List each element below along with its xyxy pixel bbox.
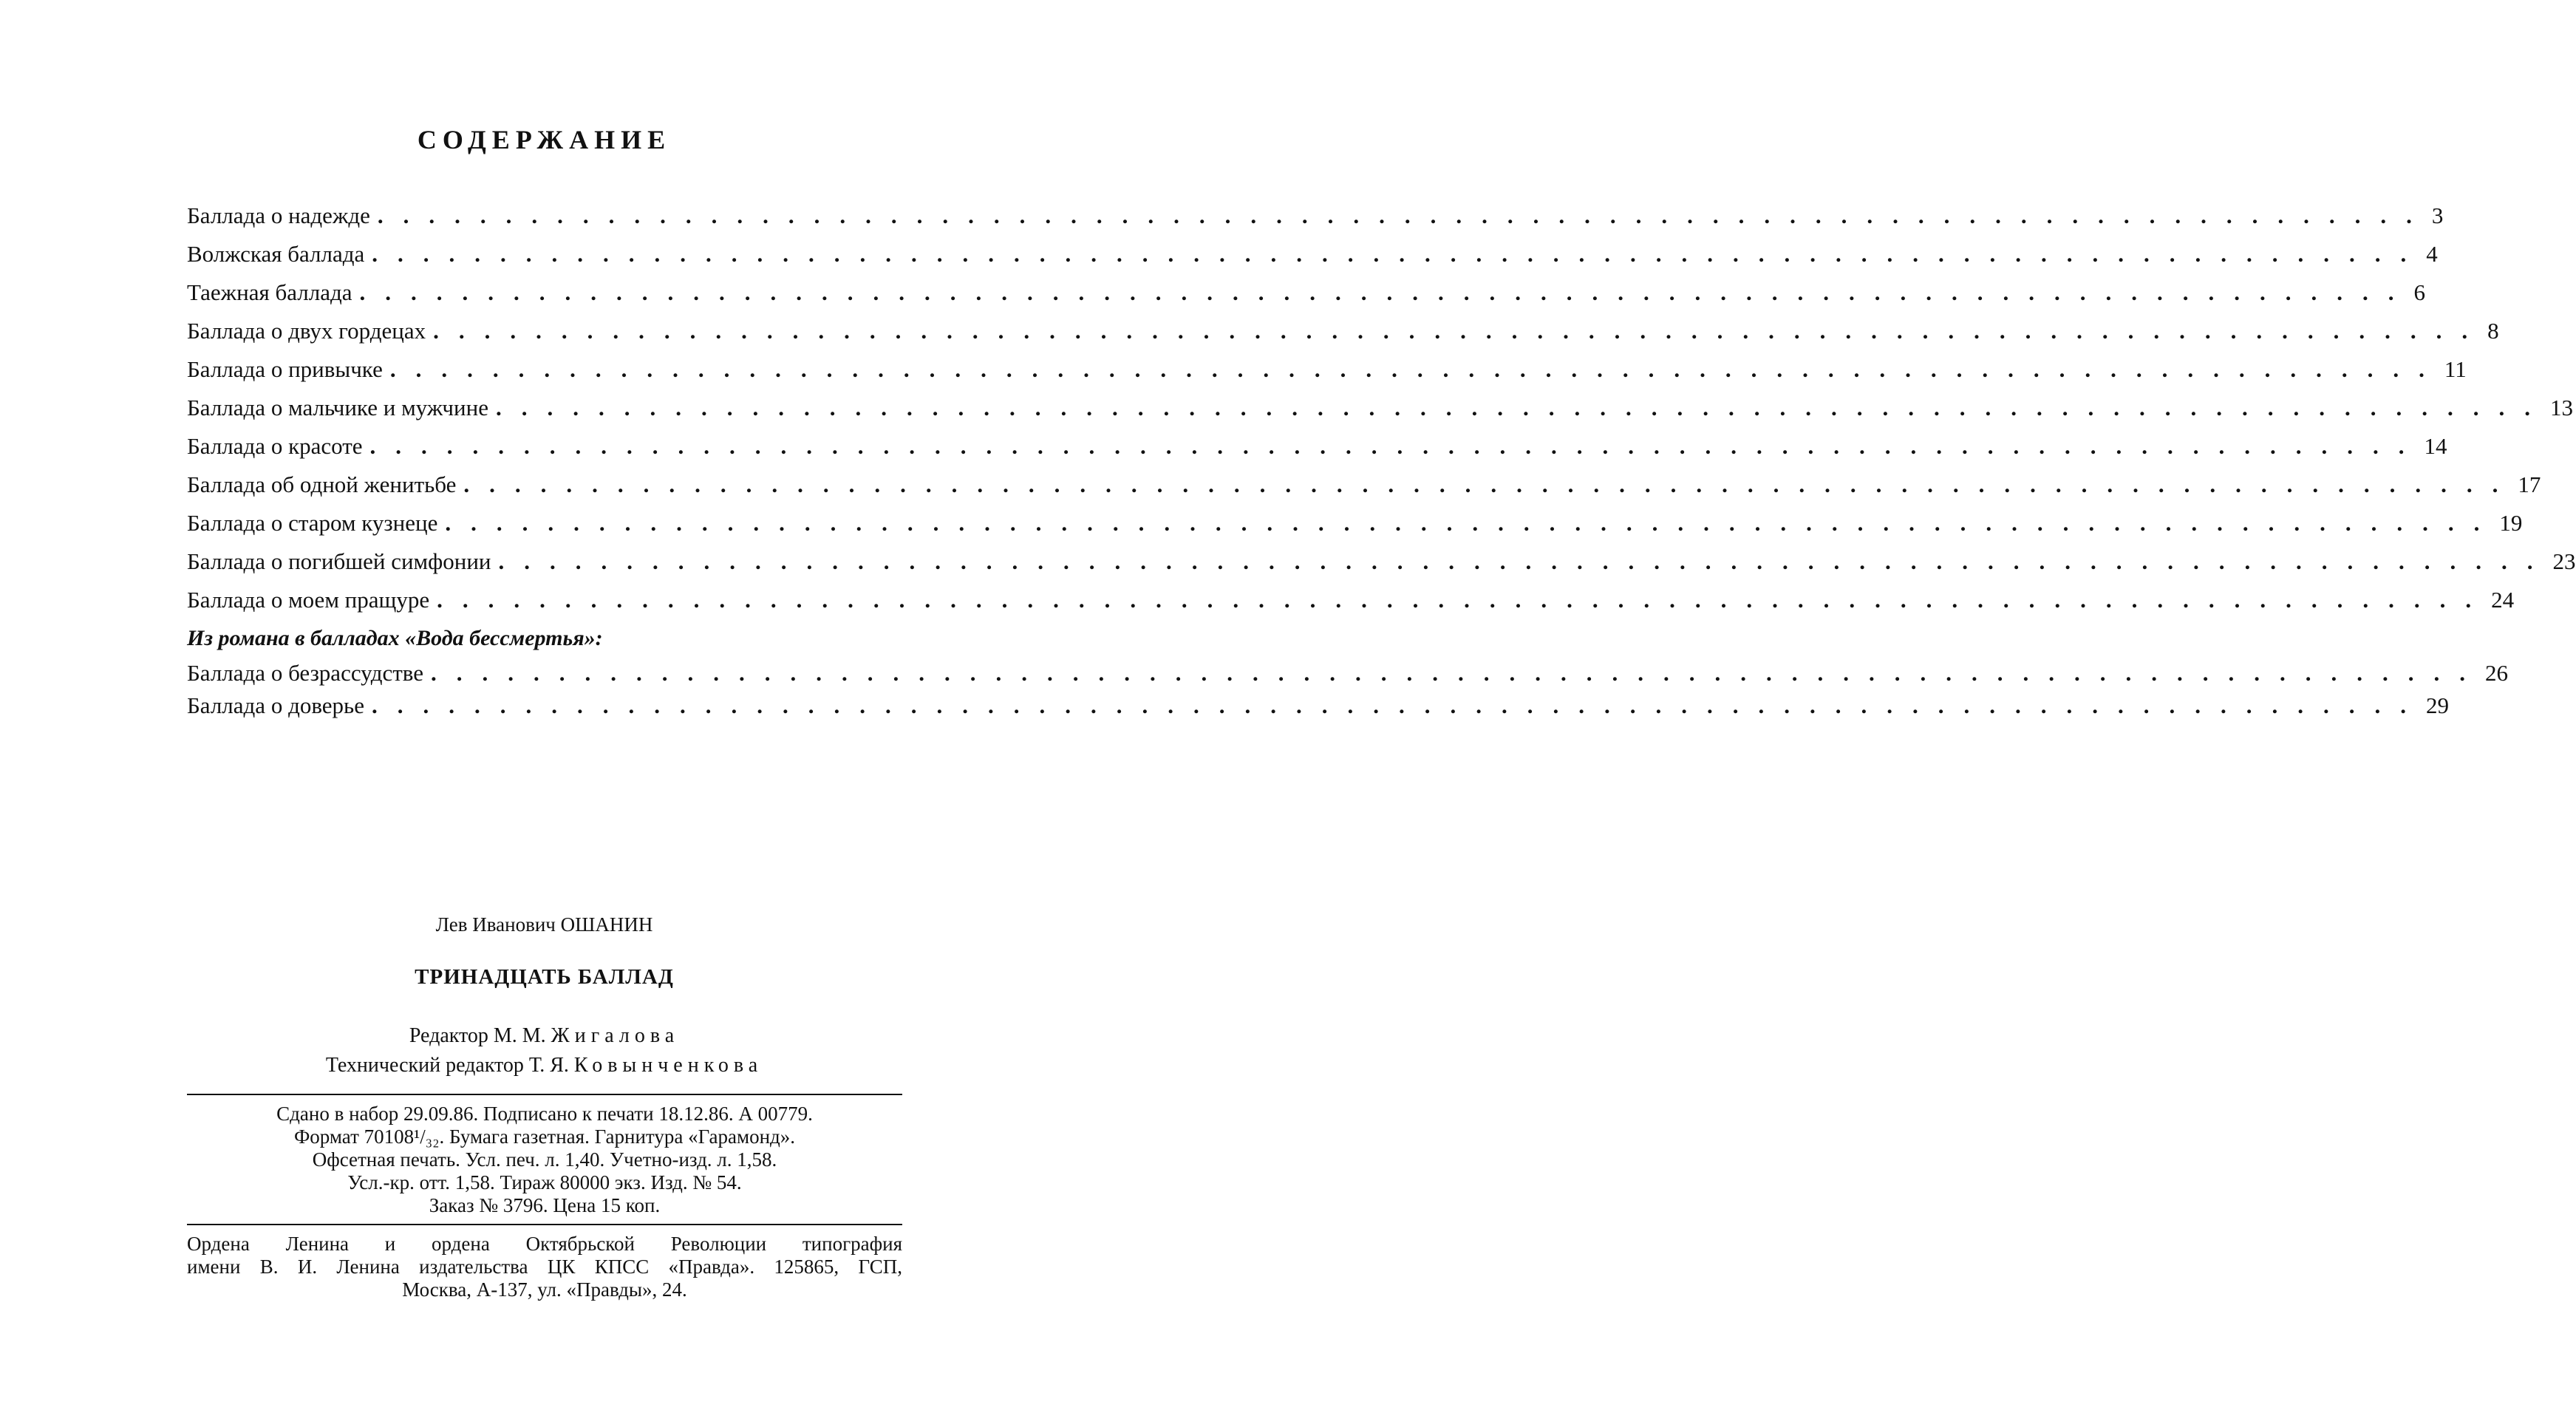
book-title: ТРИНАДЦАТЬ БАЛЛАД: [415, 965, 674, 989]
dot-leader: ................................................................................: [359, 279, 2414, 305]
dot-leader: ................................................................................: [437, 587, 2492, 613]
toc-entry-page: 13: [2549, 395, 2573, 420]
toc-entry: [187, 432, 2447, 461]
editor-credit: [0, 1024, 1088, 1048]
dot-leader: ................................................................................: [433, 318, 2488, 344]
dot-leader: ................................................................................: [498, 548, 2553, 574]
spec-line: Офсетная печать. Усл. печ. л. 1,40. Учетно-изд. л. 1,58.: [312, 1148, 777, 1171]
toc-entry-title: Баллада об одной женитьбе: [187, 471, 457, 497]
editor-name: Жигалова: [551, 1024, 680, 1047]
toc-entry-page: 29: [2425, 692, 2449, 718]
toc-entry: [187, 239, 2438, 269]
toc-entry-title: Баллада о безрассудстве: [187, 660, 424, 686]
dot-leader: ................................................................................: [389, 356, 2444, 382]
toc-section-heading: Из романа в балладах «Вода бессмертья»:: [187, 626, 603, 650]
toc-entry-page: 8: [2487, 318, 2499, 344]
toc-entry-title: Баллада о погибшей симфонии: [187, 548, 491, 574]
toc-entry-title: Баллада о красоте: [187, 433, 363, 459]
toc-entry: [187, 691, 2449, 721]
toc-entry-page: 23: [2552, 548, 2576, 574]
toc-entry-page: 26: [2485, 660, 2509, 686]
tech-editor-role: Технический редактор Т. Я.: [325, 1054, 569, 1077]
spec-line: Усл.-кр. отт. 1,58. Тираж 80000 экз. Изд. № 54.: [347, 1171, 742, 1193]
contents-heading: СОДЕРЖАНИЕ: [417, 125, 672, 154]
editor-role: Редактор М. М.: [409, 1024, 546, 1047]
printer-info: [187, 1233, 902, 1301]
toc-entry-page: 17: [2518, 471, 2541, 497]
toc-entry-page: 14: [2424, 433, 2447, 459]
toc-entry-title: Баллада о двух гордецах: [187, 318, 426, 344]
toc-entry-page: 19: [2499, 510, 2523, 536]
dot-leader: ................................................................................: [463, 471, 2518, 497]
author-name: Лев Иванович ОШАНИН: [435, 913, 653, 936]
toc-entry-title: Баллада о доверье: [187, 692, 364, 718]
dot-leader: ................................................................................: [371, 692, 2426, 718]
toc-entry-title: Баллада о старом кузнеце: [187, 510, 438, 536]
toc-entry-title: Баллада о мальчике и мужчине: [187, 395, 488, 420]
toc-entry: [187, 547, 2576, 576]
toc-entry-title: Баллада о привычке: [187, 356, 383, 382]
toc-entry-page: 4: [2426, 241, 2438, 267]
toc-entry-title: Баллада о моем пращуре: [187, 587, 430, 613]
toc-entry-page: 6: [2413, 279, 2425, 305]
toc-entry: [187, 201, 2444, 231]
toc-entry: [187, 316, 2499, 346]
toc-entry: [187, 278, 2425, 307]
dot-leader: ................................................................................: [369, 433, 2425, 459]
print-specifications: [187, 1103, 902, 1217]
toc-entry: [187, 470, 2541, 500]
tech-editor-name: Ковынченкова: [573, 1054, 763, 1077]
spec-line: Формат 70108¹/₃₂. Бумага газетная. Гарнитура «Гарамонд».: [293, 1125, 796, 1148]
toc-entry-title: Волжская баллада: [187, 241, 365, 267]
printer-line: Москва, А-137, ул. «Правды», 24.: [402, 1278, 687, 1301]
dot-leader: ................................................................................: [495, 395, 2550, 420]
dot-leader: ................................................................................: [377, 202, 2432, 228]
toc-entry-page: 3: [2431, 202, 2444, 228]
divider-rule: [187, 1224, 902, 1225]
toc-entry: [187, 355, 2467, 384]
toc-entry-title: Таежная баллада: [187, 279, 352, 305]
toc-entry: [187, 658, 2509, 688]
dot-leader: ................................................................................: [372, 241, 2427, 267]
toc-entry-page: 24: [2491, 587, 2515, 613]
toc-entry-page: 11: [2444, 356, 2467, 382]
toc-entry: [187, 585, 2515, 615]
spec-line: Заказ № 3796. Цена 15 коп.: [429, 1194, 661, 1216]
divider-rule: [187, 1094, 902, 1095]
toc-entry-title: Баллада о надежде: [187, 202, 370, 228]
toc-entry: [187, 508, 2523, 538]
toc-entry: [187, 393, 2573, 423]
printer-line: имени В. И. Ленина издательства ЦК КПСС «Правда». 125865, ГСП,: [187, 1256, 902, 1278]
dot-leader: ................................................................................: [431, 660, 2486, 686]
printer-line: Ордена Ленина и ордена Октябрьской Революции типография: [187, 1233, 902, 1255]
tech-editor-credit: [0, 1054, 1088, 1077]
dot-leader: ................................................................................: [445, 510, 2500, 536]
spec-line: Сдано в набор 29.09.86. Подписано к печати 18.12.86. А 00779.: [276, 1103, 813, 1125]
